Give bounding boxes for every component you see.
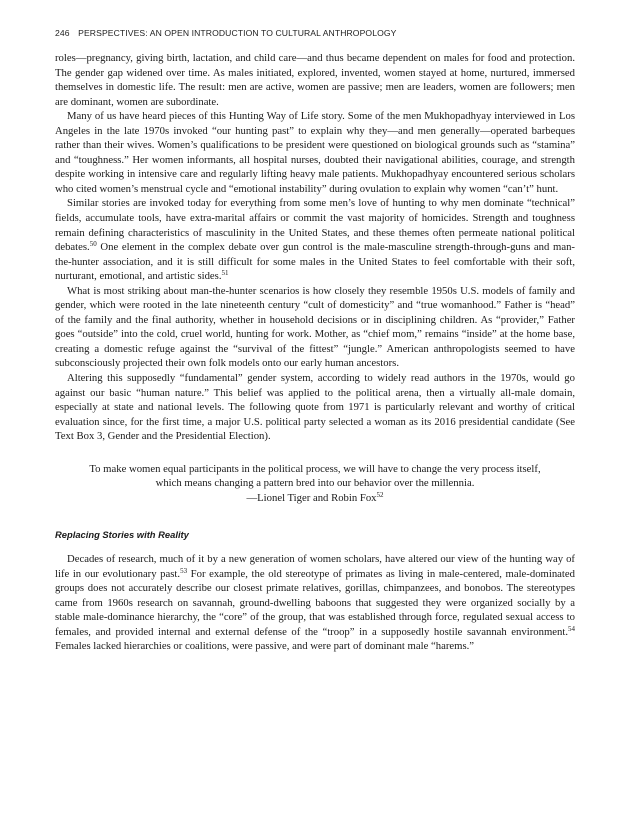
- footnote-ref-54: 54: [568, 624, 575, 633]
- paragraph-3-text-b: One element in the complex debate over gun control is the male-masculine strength-through-guns and man-the-hunter association, and it is still difficult for some males in the United States to feel comfortable with their soft, nurturant, emotional, and artistic sides.: [55, 241, 575, 283]
- paragraph-5: Altering this supposedly “fundamental” gender system, according to widely read authors in the 1970s, would go against our basic “human nature.” This belief was applied to the political arena, then a virtually all-male domain, especially at state and national levels. The following quote from 1971 is particularly relevant and worthy of critical evaluation since, for the first time, a major U.S. political party selected a woman as its 2016 presidential candidate (See Text Box 3, Gender and the Presidential Election).: [55, 372, 575, 443]
- footnote-ref-50: 50: [89, 240, 97, 249]
- section-paragraph-text-b: For example, the old stereotype of primates as living in male-centered, male-dominated groups does not accurately describe our closest primate relatives, gorillas, chimpanzees, and bonobos. The stereotypes came from 1960s research on savannah, ground-dwelling baboons that suggested they were organized socially by a stable male-dominance hierarchy, the “core” of the group, that was established through force, regulated sexual access to females, and provided internal and external defense of the “troop” in a supposedly hostile savannah environment.: [55, 567, 575, 638]
- footnote-ref-52: 52: [376, 490, 384, 499]
- quote-attribution: [55, 491, 575, 505]
- footnote-ref-53: 53: [180, 566, 188, 575]
- paragraph-2: Many of us have heard pieces of this Hunting Way of Life story. Some of the men Mukhopadhyay interviewed in Los Angeles in the late 1970s invoked “our hunting past” to explain why they—and men generally—operated barbeques rather than their wives. Women’s qualifications to be president were questioned on biological grounds such as “stamina” and “toughness.” Her women informants, all hospital nurses, doubted their navigational abilities, courage, and strength despite working in intensive care and regularly lifting heavy male patients. Mukhopadhyay encountered serious scholars who cited women’s menstrual cycle and “emotional instability” during ovulation to explain why women “can’t” hunt.: [55, 110, 575, 195]
- running-title: PERSPECTIVES: AN OPEN INTRODUCTION TO CULTURAL ANTHROPOLOGY: [78, 28, 397, 38]
- paragraph-4: What is most striking about man-the-hunter scenarios is how closely they resemble 1950s U.S. models of family and gender, which were rooted in the late nineteenth century “cult of domesticity” and “true womanhood.” Father is “head” of the family and the final authority, whether in household decisions or in disciplining children. As “provider,” Father goes “outside” into the cold, cruel world, hunting for work. Mother, as “chief mom,” remains “inside” at the home base, creating a domestic refuge against the “survival of the fittest” “jungle.” American anthropologists seemed to have subconsciously projected their own folk models onto our early human ancestors.: [55, 284, 575, 370]
- section-heading: Replacing Stories with Reality: [55, 528, 189, 540]
- paragraph-3: [55, 196, 575, 283]
- block-quote: To make women equal participants in the political process, we will have to change the very process itself, which means changing a pattern bred into our behavior over the millennia.: [89, 462, 541, 490]
- page: [55, 28, 575, 654]
- running-header: [55, 28, 575, 38]
- quote-attribution-text: —Lionel Tiger and Robin Fox: [246, 491, 377, 504]
- page-number: 246: [55, 28, 70, 38]
- footnote-ref-51: 51: [221, 269, 229, 278]
- paragraph-1: roles—pregnancy, giving birth, lactation, and child care—and thus became dependent on males for food and protection. The gender gap widened over time. As males initiated, explored, invented, women stayed at home, nurtured, immersed themselves in domestic life. The result: men are active, women are passive; men are leaders, women are followers; men are dominant, women are subordinate.: [55, 52, 575, 108]
- section-paragraph-text-c: Females lacked hierarchies or coalitions, were passive, and were part of dominant male “harems.”: [55, 640, 475, 653]
- paragraph-3-text-a: Similar stories are invoked today for everything from some men’s love of hunting to why men dominate “technical” fields, accumulate tools, have extra-marital affairs or commit the vast majority of homicides. Strength and toughness remain defining characteristics of masculinity in the United States, and these themes often permeate national political debates.: [55, 197, 575, 254]
- section-paragraph: [55, 552, 575, 654]
- section-paragraph-text-a: Decades of research, much of it by a new generation of women scholars, have altered our view of the hunting way of life in our evolutionary past.: [55, 552, 575, 580]
